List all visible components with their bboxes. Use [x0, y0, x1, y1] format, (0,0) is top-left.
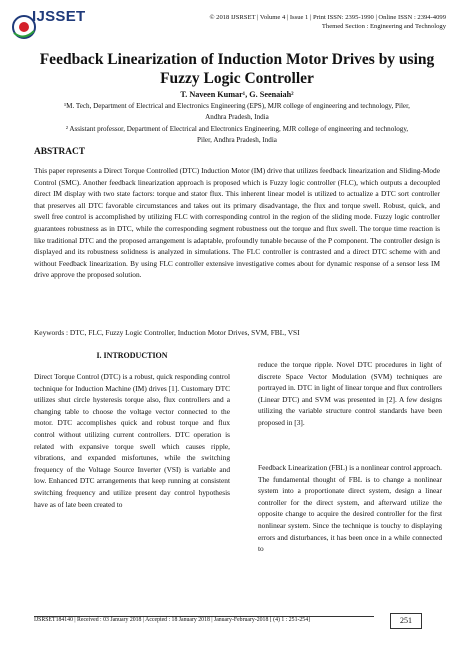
- affiliation-2-line2: Piler, Andhra Pradesh, India: [197, 136, 277, 144]
- journal-meta: [186, 13, 446, 31]
- paper-title-line2: Fuzzy Logic Controller: [160, 70, 314, 87]
- paper-title: [20, 50, 454, 88]
- section-heading-introduction: I. INTRODUCTION: [96, 351, 168, 360]
- footer-text: IJSRSET184140 | Received : 03 January 2018 | Accepted : 18 January 2018 | January-February-2018 [ (4) 1 : 251-254]: [34, 617, 311, 623]
- paper-title-line1: Feedback Linearization of Induction Motor Drives by using: [39, 51, 435, 68]
- journal-meta-line2: Themed Section : Engineering and Technology: [321, 23, 446, 30]
- intro-right-column-para2: Feedback Linearization (FBL) is a nonlinear control approach. The fundamental thought of FBL is to change a nonlinear system into a proportionate direct system, design a linear controller for the direct system, and afterward utilize the opposite change to acquire the desired controller for the first nonlinear system. Since the technique is touchy to displaying errors and disturbances, it has been once in a while connected to: [258, 463, 442, 554]
- page-number: 251: [390, 613, 422, 629]
- keywords: Keywords : DTC, FLC, Fuzzy Logic Controller, Induction Motor Drives, SVM, FBL, VSI: [34, 328, 300, 337]
- affiliation-1: [30, 101, 444, 123]
- intro-right-column-para1: reduce the torque ripple. Novel DTC procedures in light of discrete Space Vector Modulation (SVM) techniques are portrayed in. DTC in light of linear torque and flux controllers (Linear DTC) and SVM was presented in [2]. A few designs utilizing the variable structure control standards have been proposed in [3].: [258, 360, 442, 427]
- journal-meta-line1: © 2018 IJSRSET | Volume 4 | Issue 1 | Print ISSN: 2395-1990 | Online ISSN : 2394-4099: [209, 14, 446, 21]
- affiliation-1-line1: ¹M. Tech, Department of Electrical and Electronics Engineering (EPS), MJR college of engineering and technology, Piler,: [64, 102, 410, 110]
- abstract-heading: ABSTRACT: [34, 147, 86, 157]
- logo-text: IJSSET: [32, 8, 86, 25]
- paper-authors: T. Naveen Kumar¹, G. Seenaiah²: [180, 90, 294, 99]
- affiliation-1-line2: Andhra Pradesh, India: [205, 113, 269, 121]
- affiliation-2-line1: ² Assistant professor, Department of Electrical and Electronics Engineering, MJR college of engineering and technology,: [65, 125, 409, 133]
- affiliation-2: [30, 124, 444, 146]
- intro-left-column: Direct Torque Control (DTC) is a robust, quick responding control technique for Induction Machine (IM) drives [1]. Customary DTC utilizes shut circle hysteresis torque also, flux controllers and a changing table to choose the voltage vector connected to the motor. DTC accomplishes quick and robust torque and flux control without utilizing current controllers. DTC operation is related with expansive torque swell which causes ripple, vibrations, and expanded misfortunes, while the switching frequency of the Voltage Source Inverter (VSI) is variable and low. Enhanced DTC arrangements that keep running at consistent switching frequency and utilize present day control hypothesis have as of late been created to: [34, 372, 230, 509]
- abstract-body: This paper represents a Direct Torque Controlled (DTC) Induction Motor (IM) drive that utilizes feedback linearization and Sliding-Mode Control (SMC). Another feedback linearization approach is proposed which is Fuzzy logic controller (FLC), which outputs a decoupled direct IM display with two state factors: torque and stator flux. This inherent linear model is utilized to actualize a DTC sort controller that preserves all DTC favorable circumstances and takes out its primary disadvantage, the flux and torque swell. Robust, quick, and swell free control is accomplished by utilizing FLC with corresponding control in the region of the sliding mode. Fuzzy logic controller guarantees robustness as in DTC, while the corresponding segment robustness out the torque and flux swell. The torque time reaction is like traditional DTC and the proposed arrangement is adaptable, profoundly tunable because of the P component. The controller design is displayed and its robustness solidness is analyzed in simulations. The FLC controller is contrasted and a direct DTC scheme with and without Feedback linearization. By using FLC controller extensive investigative comes about for dynamic response of a sensor less IM drive approve the proposed solution.: [34, 166, 440, 280]
